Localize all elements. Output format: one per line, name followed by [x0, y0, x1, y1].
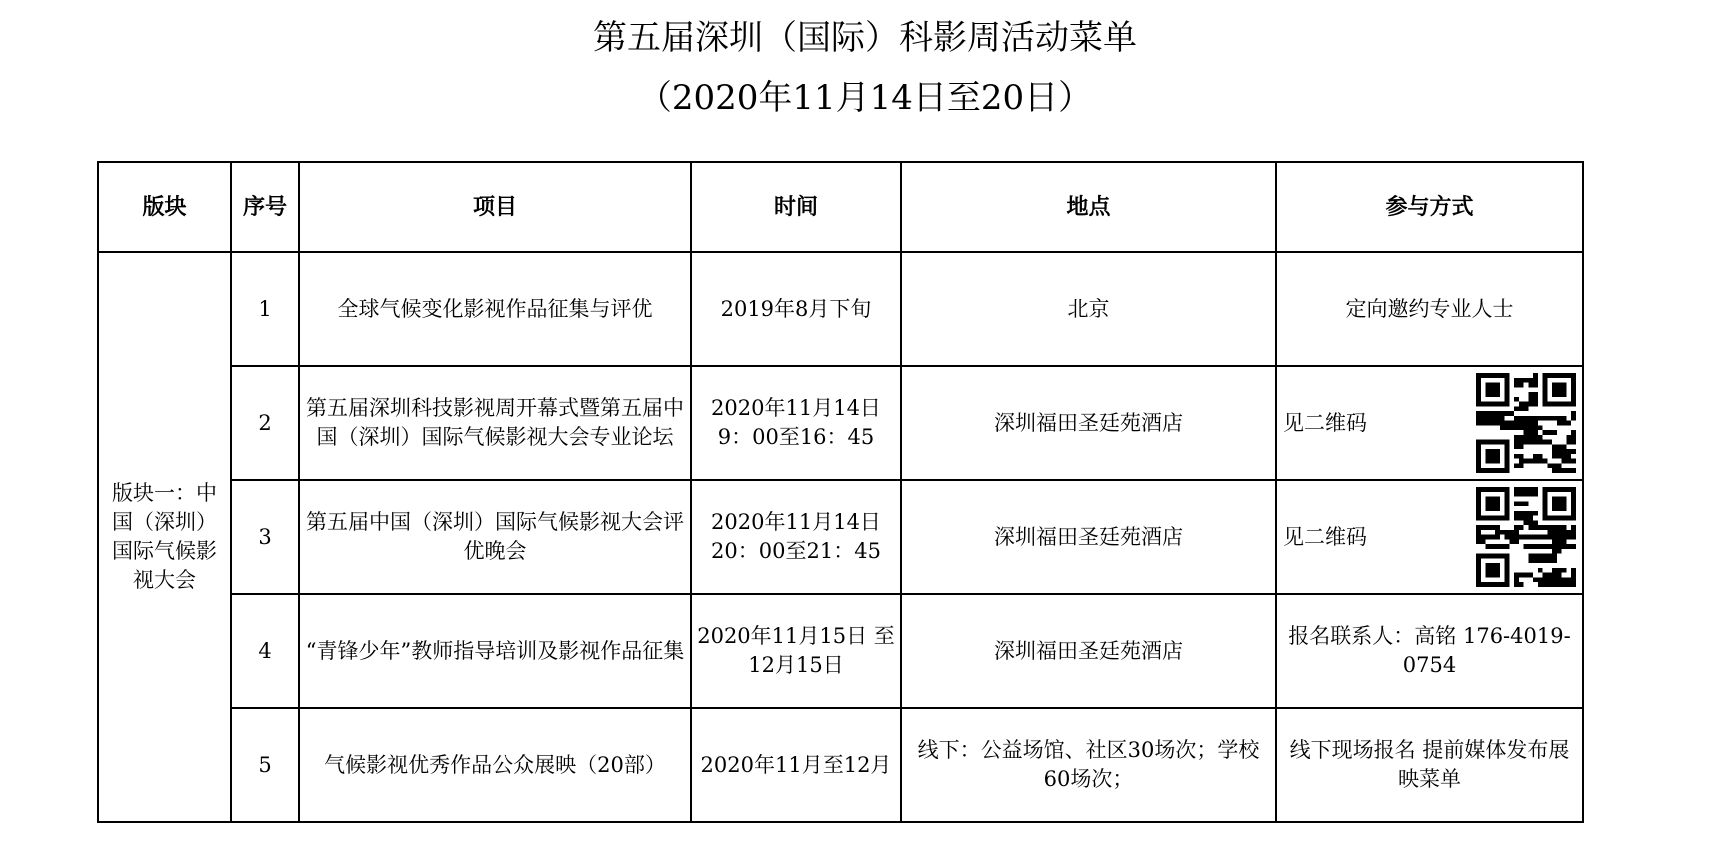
row-participation: 报名联系人：高铭 176-4019-0754 — [1276, 594, 1583, 708]
row-place: 深圳福田圣廷苑酒店 — [901, 594, 1276, 708]
table-row — [98, 708, 1583, 822]
row-project: “青锋少年”教师指导培训及影视作品征集 — [299, 594, 691, 708]
activity-table — [97, 161, 1584, 823]
table-row — [98, 366, 1583, 480]
page-subtitle: （2020年11月14日至20日） — [637, 78, 1093, 118]
header-time: 时间 — [691, 162, 901, 252]
row-seq: 4 — [231, 594, 299, 708]
table-row — [98, 480, 1583, 594]
row-place: 深圳福田圣廷苑酒店 — [901, 480, 1276, 594]
row-time: 2020年11月15日 至12月15日 — [691, 594, 901, 708]
qr-code-icon — [1476, 373, 1576, 473]
row-participation: 定向邀约专业人士 — [1276, 252, 1583, 366]
table-header-row — [98, 162, 1583, 252]
row-seq: 5 — [231, 708, 299, 822]
qr-code-icon — [1476, 487, 1576, 587]
row-seq: 2 — [231, 366, 299, 480]
header-place: 地点 — [901, 162, 1276, 252]
row-project: 第五届深圳科技影视周开幕式暨第五届中国（深圳）国际气候影视大会专业论坛 — [299, 366, 691, 480]
row-participation: 见二维码 — [1283, 524, 1367, 549]
row-seq: 3 — [231, 480, 299, 594]
page-title: 第五届深圳（国际）科影周活动菜单 — [593, 18, 1137, 58]
header-seq: 序号 — [231, 162, 299, 252]
row-participation-cell — [1276, 480, 1583, 594]
row-time: 2019年8月下旬 — [691, 252, 901, 366]
table-row — [98, 594, 1583, 708]
row-time: 2020年11月14日 9：00至16：45 — [691, 366, 901, 480]
row-time: 2020年11月14日 20：00至21：45 — [691, 480, 901, 594]
row-participation: 线下现场报名 提前媒体发布展映菜单 — [1276, 708, 1583, 822]
row-place: 深圳福田圣廷苑酒店 — [901, 366, 1276, 480]
header-project: 项目 — [299, 162, 691, 252]
row-place: 线下：公益场馆、社区30场次；学校60场次； — [901, 708, 1276, 822]
header-block: 版块 — [98, 162, 231, 252]
block-label: 版块一：中国（深圳）国际气候影视大会 — [98, 252, 231, 822]
table-row — [98, 252, 1583, 366]
row-project: 第五届中国（深圳）国际气候影视大会评优晚会 — [299, 480, 691, 594]
row-project: 全球气候变化影视作品征集与评优 — [299, 252, 691, 366]
row-time: 2020年11月至12月 — [691, 708, 901, 822]
row-project: 气候影视优秀作品公众展映（20部） — [299, 708, 691, 822]
row-seq: 1 — [231, 252, 299, 366]
row-place: 北京 — [901, 252, 1276, 366]
row-participation: 见二维码 — [1283, 410, 1367, 435]
row-participation-cell — [1276, 366, 1583, 480]
header-participation: 参与方式 — [1276, 162, 1583, 252]
